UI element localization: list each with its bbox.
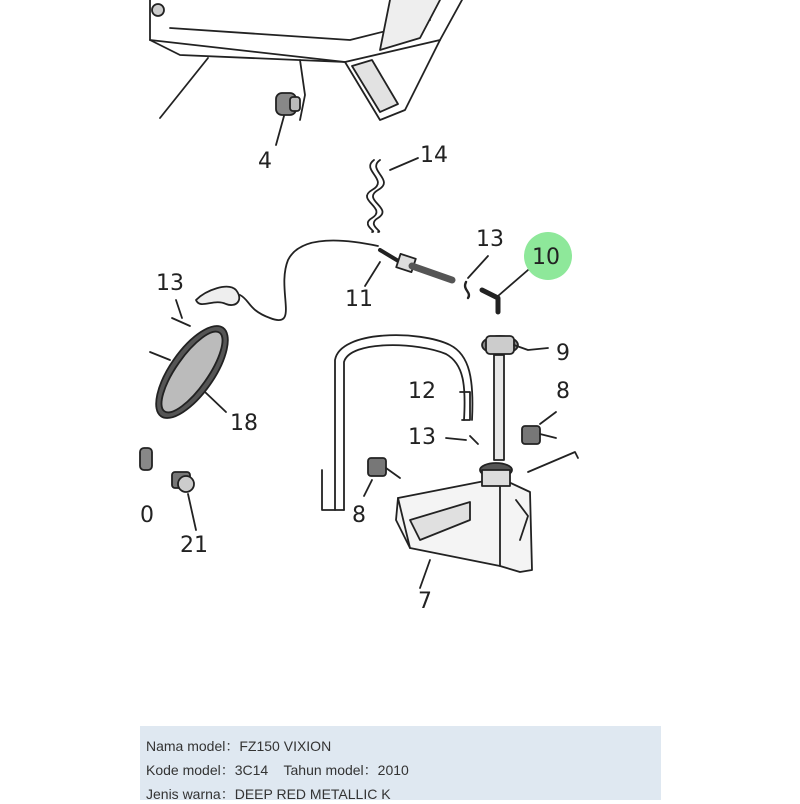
hose-part-12 <box>322 335 472 510</box>
elbow-part-10 <box>482 270 528 312</box>
grommet-part-4 <box>276 93 300 145</box>
bolt-part-8-right <box>522 412 556 444</box>
callout-11: 11 <box>345 287 373 312</box>
model-year-value: 2010 <box>377 762 409 778</box>
model-name-label: Nama model： <box>146 738 240 754</box>
callout-13-left: 13 <box>156 271 184 296</box>
model-code-row <box>146 760 409 780</box>
callout-4: 4 <box>258 149 272 174</box>
callout-8-left: 8 <box>352 503 366 528</box>
callout-7: 7 <box>418 589 432 614</box>
fender-part <box>150 0 462 120</box>
color-row <box>146 784 391 804</box>
tank-part-7 <box>396 452 578 588</box>
callout-8-right: 8 <box>556 379 570 404</box>
disk-part-18 <box>143 315 241 429</box>
model-name-value: FZ150 VIXION <box>239 738 332 754</box>
bolt-part-21 <box>172 472 196 530</box>
callout-12: 12 <box>408 379 436 404</box>
callout-9: 9 <box>556 341 570 366</box>
clip-part-14 <box>367 158 418 232</box>
callout-14: 14 <box>420 143 448 168</box>
callout-13-mid: 13 <box>408 425 436 450</box>
model-code-value: 3C14 <box>234 762 269 778</box>
callout-18: 18 <box>230 411 258 436</box>
callout-13-top: 13 <box>476 227 504 252</box>
model-year-label: Tahun model： <box>283 762 378 778</box>
model-name-row <box>146 736 331 756</box>
partial-part-0 <box>140 448 152 470</box>
model-info-panel <box>140 726 661 800</box>
color-value: DEEP RED METALLIC K <box>234 786 391 802</box>
model-code-label: Kode model： <box>146 762 235 778</box>
color-label: Jenis warna： <box>146 786 235 802</box>
bolt-part-8-left <box>364 458 400 496</box>
callout-10: 10 <box>532 245 560 270</box>
callout-0: 0 <box>140 503 154 528</box>
callout-21: 21 <box>180 533 208 558</box>
clip-part-13-c <box>446 436 478 444</box>
